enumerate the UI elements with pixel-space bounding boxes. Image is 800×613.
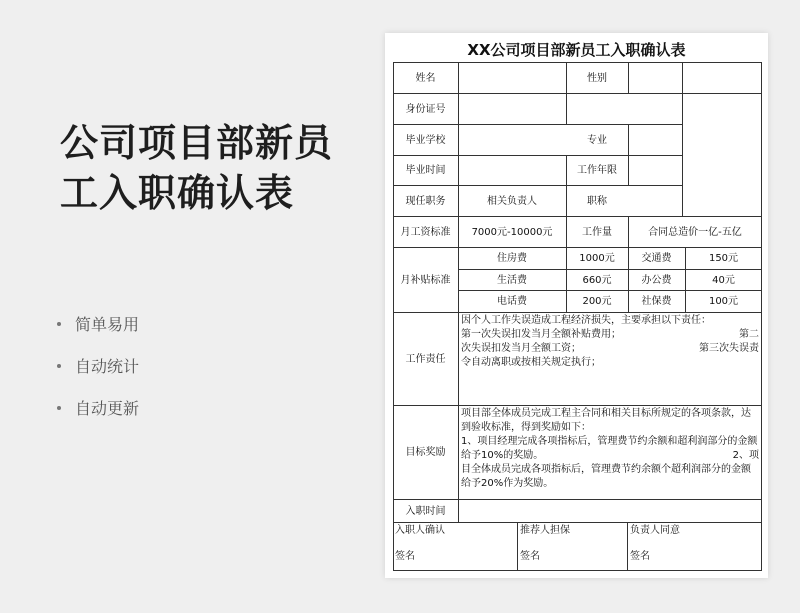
- signature-manager-sign: 签名: [630, 551, 650, 562]
- label-name: 姓名: [415, 72, 436, 84]
- label-school: 毕业学校: [405, 134, 446, 146]
- label-salary: 月工资标准: [400, 226, 451, 238]
- value-responsible: 相关负责人: [487, 195, 537, 207]
- allowance-amount: 1000元: [579, 253, 615, 264]
- allowance-item: 住房费: [497, 253, 527, 264]
- value-salary: 7000元-10000元: [471, 226, 553, 238]
- allowance-amount: 660元: [582, 274, 612, 286]
- allowance-item: 生活费: [497, 274, 527, 286]
- label-id-number: 身份证号: [405, 103, 446, 115]
- label-reward: 目标奖励: [405, 447, 446, 458]
- label-allowance: 月补贴标准: [400, 274, 451, 286]
- label-entry-time: 入职时间: [405, 505, 446, 517]
- label-major: 专业: [587, 134, 607, 146]
- label-position: 现任职务: [405, 195, 446, 207]
- allowance-amount: 40元: [712, 274, 735, 286]
- bullet-icon: [57, 364, 61, 368]
- duty-text: 因个人工作失误造成工程经济损失，主要承担以下责任： 第一次失误扣发当月全额补贴费用； 第二 次失误扣发当月全额工资； 第三次失误责 令自动离职或按相关规定执行；: [461, 315, 759, 368]
- reward-text: 项目部全体成员完成工程主合同和相关目标所规定的各项条款，达 到验收标准，得到奖励如下： 1、项目经理完成各项指标后，管理费节约余额和超利润部分的金额 给予10%的奖励。 2、项 目全体成员完成各项指标后，管理费节约余额个超利润部分的金额 给予20%作为奖励。: [461, 408, 759, 489]
- label-duty: 工作责任: [405, 353, 446, 365]
- allowance-item: 社保费: [641, 296, 672, 307]
- label-work-years: 工作年限: [577, 165, 617, 176]
- allowance-amount: 150元: [708, 253, 739, 264]
- form-title: XX公司项目部新员工入职确认表: [467, 41, 686, 59]
- bullet-icon: [57, 322, 61, 326]
- signature-recommender-sign: 签名: [520, 551, 540, 562]
- feature-item: 自动更新: [57, 396, 139, 438]
- signature-recommender: 推荐人担保: [520, 525, 570, 536]
- feature-list: [57, 312, 139, 438]
- promo-title: 公司项目部新员工入职确认表: [60, 121, 334, 215]
- signature-employee-sign: 签名: [395, 551, 415, 562]
- allowance-item: 电话费: [497, 296, 527, 307]
- feature-item: 自动统计: [57, 354, 139, 396]
- allowance-amount: 100元: [708, 296, 739, 307]
- allowance-amount: 200元: [582, 296, 612, 307]
- label-title: 职称: [587, 195, 607, 207]
- allowance-item: 办公费: [641, 274, 672, 286]
- signature-employee: 入职人确认: [395, 525, 445, 536]
- allowance-item: 交通费: [641, 253, 672, 264]
- feature-item: 简单易用: [57, 312, 139, 354]
- signature-manager: 负责人同意: [630, 525, 680, 536]
- form-paper: [385, 33, 768, 578]
- label-workload: 工作量: [582, 226, 612, 238]
- bullet-icon: [57, 406, 61, 410]
- label-gender: 性别: [587, 72, 607, 84]
- value-workload: 合同总造价一亿-五亿: [648, 226, 742, 238]
- label-grad-time: 毕业时间: [405, 165, 446, 176]
